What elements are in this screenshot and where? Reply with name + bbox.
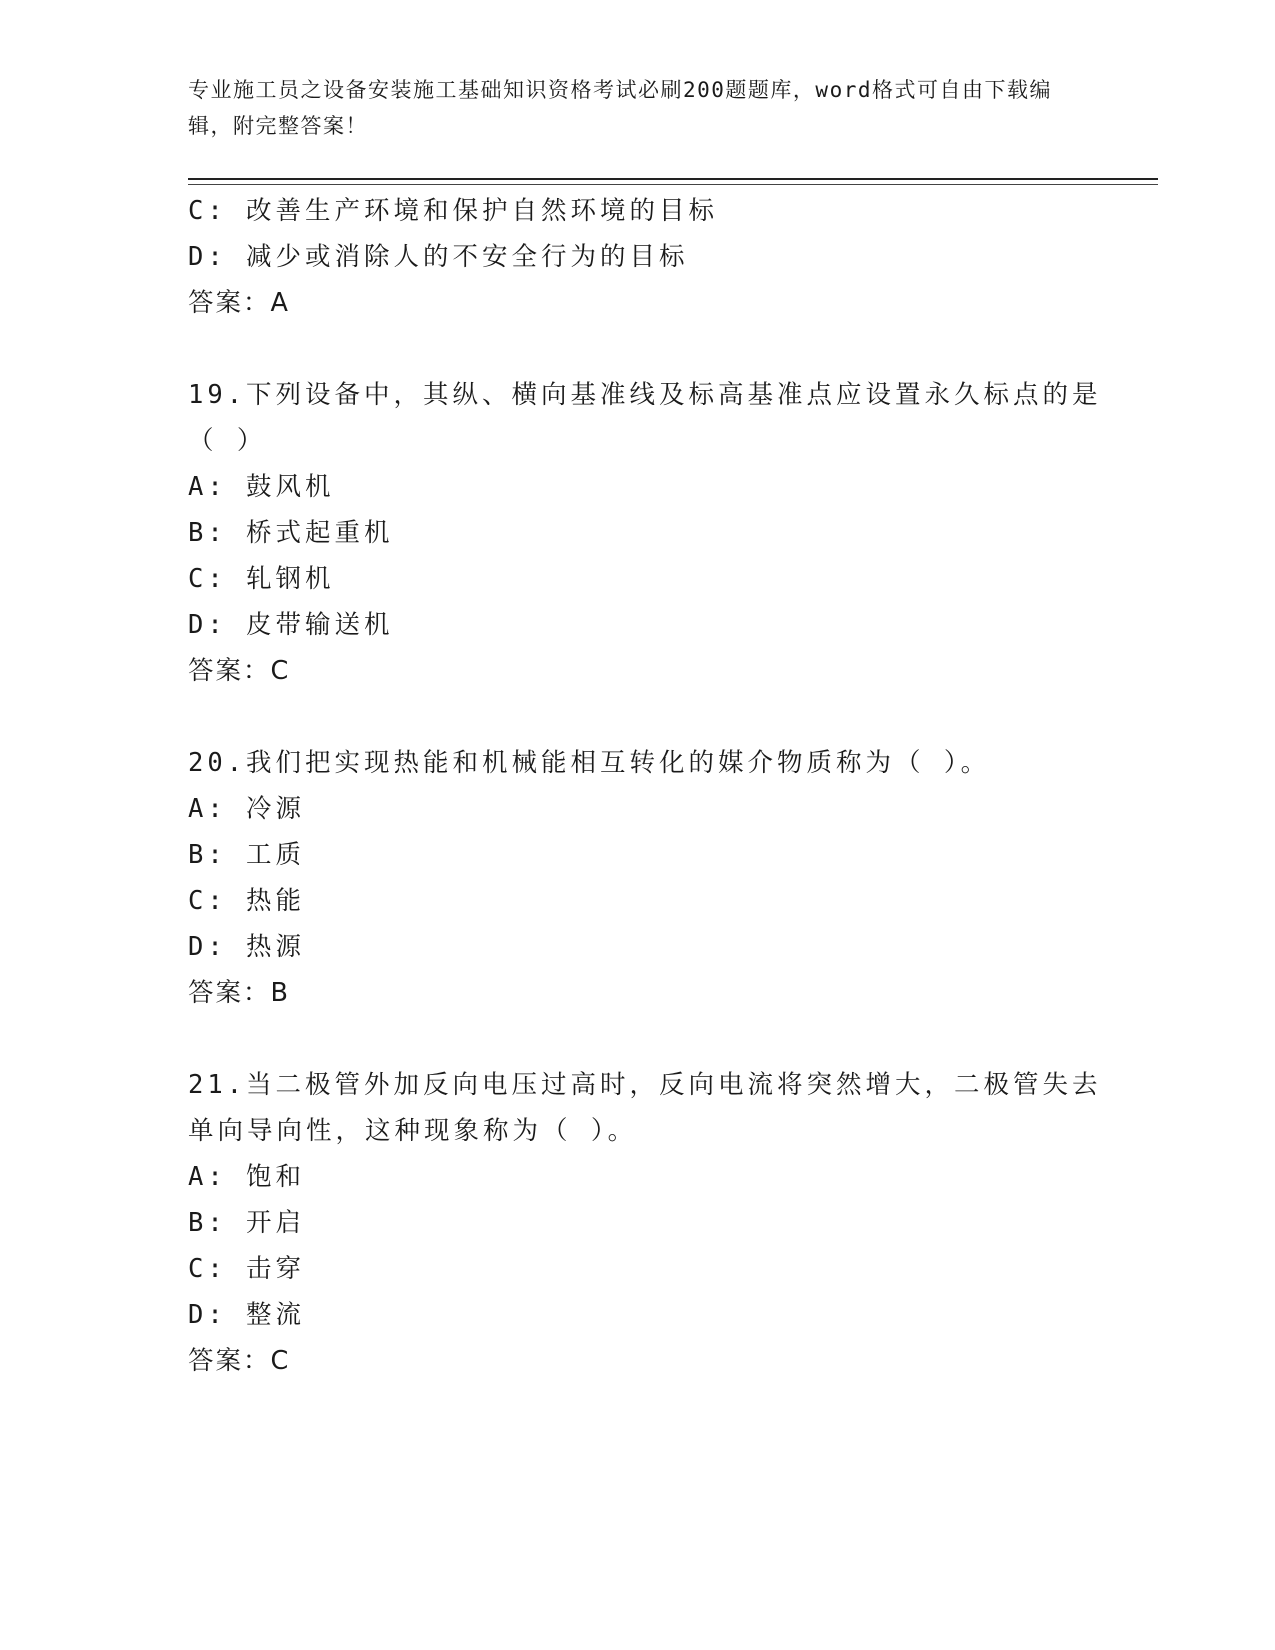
question-content [188,188,1102,1384]
spacer [188,1016,1088,1062]
answer-line: 答案：A [188,288,290,318]
option-d: D: 减少或消除人的不安全行为的目标 [188,242,689,272]
option-d: D: 热源 [188,932,306,962]
option-d: D: 皮带输送机 [188,610,394,640]
option-c: C: 击穿 [188,1254,306,1284]
option-a: A: 鼓风机 [188,472,335,502]
option-b: B: 开启 [188,1208,306,1238]
question-stem-line: 单向导向性，这种现象称为（ ）。 [188,1116,638,1146]
continued-question [188,188,1088,326]
option-d: D: 整流 [188,1300,306,1330]
option-b: B: 工质 [188,840,306,870]
option-a: A: 饱和 [188,1162,306,1192]
option-b: B: 桥式起重机 [188,518,394,548]
header-divider-thin [188,184,1158,185]
question-stem-line: 20.我们把实现热能和机械能相互转化的媒介物质称为（ ）。 [188,748,991,778]
question-item [188,372,1102,694]
option-a: A: 冷源 [188,794,306,824]
question-item [188,1062,1102,1384]
answer-line: 答案：C [188,1346,291,1376]
question-stem-line: 21.当二极管外加反向电压过高时，反向电流将突然增大，二极管失去 [188,1070,1102,1100]
option-c: C: 热能 [188,886,306,916]
question-stem-line: （ ） [188,426,267,456]
question-item [188,740,1088,1016]
answer-line: 答案：C [188,656,291,686]
answer-line: 答案：B [188,978,290,1008]
header-divider-thick [188,178,1158,180]
option-c: C: 改善生产环境和保护自然环境的目标 [188,196,719,226]
question-stem-line: 19.下列设备中，其纵、横向基准线及标高基准点应设置永久标点的是 [188,380,1102,410]
option-c: C: 轧钢机 [188,564,335,594]
spacer [188,326,1088,372]
document-header-title: 专业施工员之设备安装施工基础知识资格考试必刷200题题库，word格式可自由下载编辑，附完整答案！ [188,78,1052,138]
spacer [188,694,1088,740]
